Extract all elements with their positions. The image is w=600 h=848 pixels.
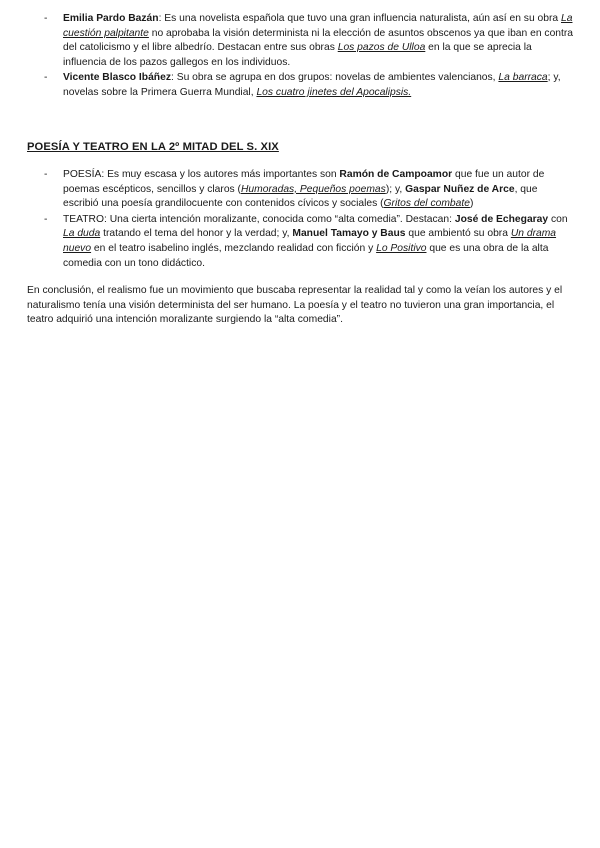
body-text: , que escribió una poesía grandilocuente con contenidos cívicos y sociales ( [63,183,538,210]
body-text: no aprobaba la visión determinista ni la elección de asuntos obscenos ya que iban en contra del catolicismo y el libre albedrío. Destacan entre sus obras [63,27,574,54]
body-text: : Es una novelista española que tuvo una gran influencia naturalista, aún así en su obra [158,13,562,24]
list-dash: - [44,13,48,24]
body-text: POESÍA: Es muy escasa y los autores más importantes son [63,169,340,180]
authors-list [44,12,574,102]
list-item-blasco-ibanez [44,71,574,100]
work-title: La barraca [498,72,548,84]
body-text: en el teatro isabelino inglés, mezclando realidad con ficción y [91,242,377,254]
work-title: Humoradas, Pequeños poemas [240,183,386,195]
section-heading: POESÍA Y TEATRO EN LA 2º MITAD DEL S. XIX [27,141,279,153]
body-text: que es una obra de la alta comedia con un tono didáctico. [63,242,549,269]
author-name: Gaspar Nuñez de Arce [405,183,515,195]
author-name: José de Echegaray [454,213,549,225]
list-item-poesia [44,168,574,212]
work-title: Los cuatro jinetes del Apocalipsis. [256,86,412,98]
list-item-teatro [44,213,574,271]
body-text: con [548,213,568,225]
work-title: Gritos del combate [383,198,470,210]
list-dash: - [44,169,48,180]
body-text: ); y, [385,183,406,195]
body-text: ) [469,198,474,210]
body-text: : Su obra se agrupa en dos grupos: novelas de ambientes valencianos, [170,72,499,84]
work-title: Lo Positivo [376,242,427,254]
work-title: La duda [63,228,101,240]
conclusion-paragraph: En conclusión, el realismo fue un movimiento que buscaba representar la realidad tal y como la veían los autores y el naturalismo tenía una visión determinista del ser humano. La poesía y el teatro no tuvieron una gran importancia, el teatro adquirió una intención moralizante surgiendo la “alta comedia”. [27,285,563,326]
body-text: ; y, novelas sobre la Primera Guerra Mundial, [63,72,561,98]
body-text: que fue un autor de poemas escépticos, sencillos y claros ( [63,169,545,195]
author-name: Emilia Pardo Bazán [63,13,159,24]
body-text: TEATRO: Una cierta intención moralizante, conocida como “alta comedia”. Destacan: [63,213,455,225]
body-text: en la que se aprecia la influencia de los pazos gallegos en los individuos. [63,42,532,68]
list-dash: - [44,72,48,84]
body-text: tratando el tema del honor y la verdad; y, [100,228,293,240]
work-title: Un drama nuevo [63,228,557,254]
body-text: que ambientó su obra [405,228,511,240]
list-dash: - [44,213,48,225]
list-item-pardo-bazan [44,12,574,70]
genres-list [44,168,574,272]
author-name: Vicente Blasco Ibáñez [63,72,171,84]
work-title: La cuestión palpitante [63,13,573,39]
author-name: Manuel Tamayo y Baus [292,228,406,240]
author-name: Ramón de Campoamor [339,169,453,180]
work-title: Los pazos de Ulloa [337,42,426,54]
